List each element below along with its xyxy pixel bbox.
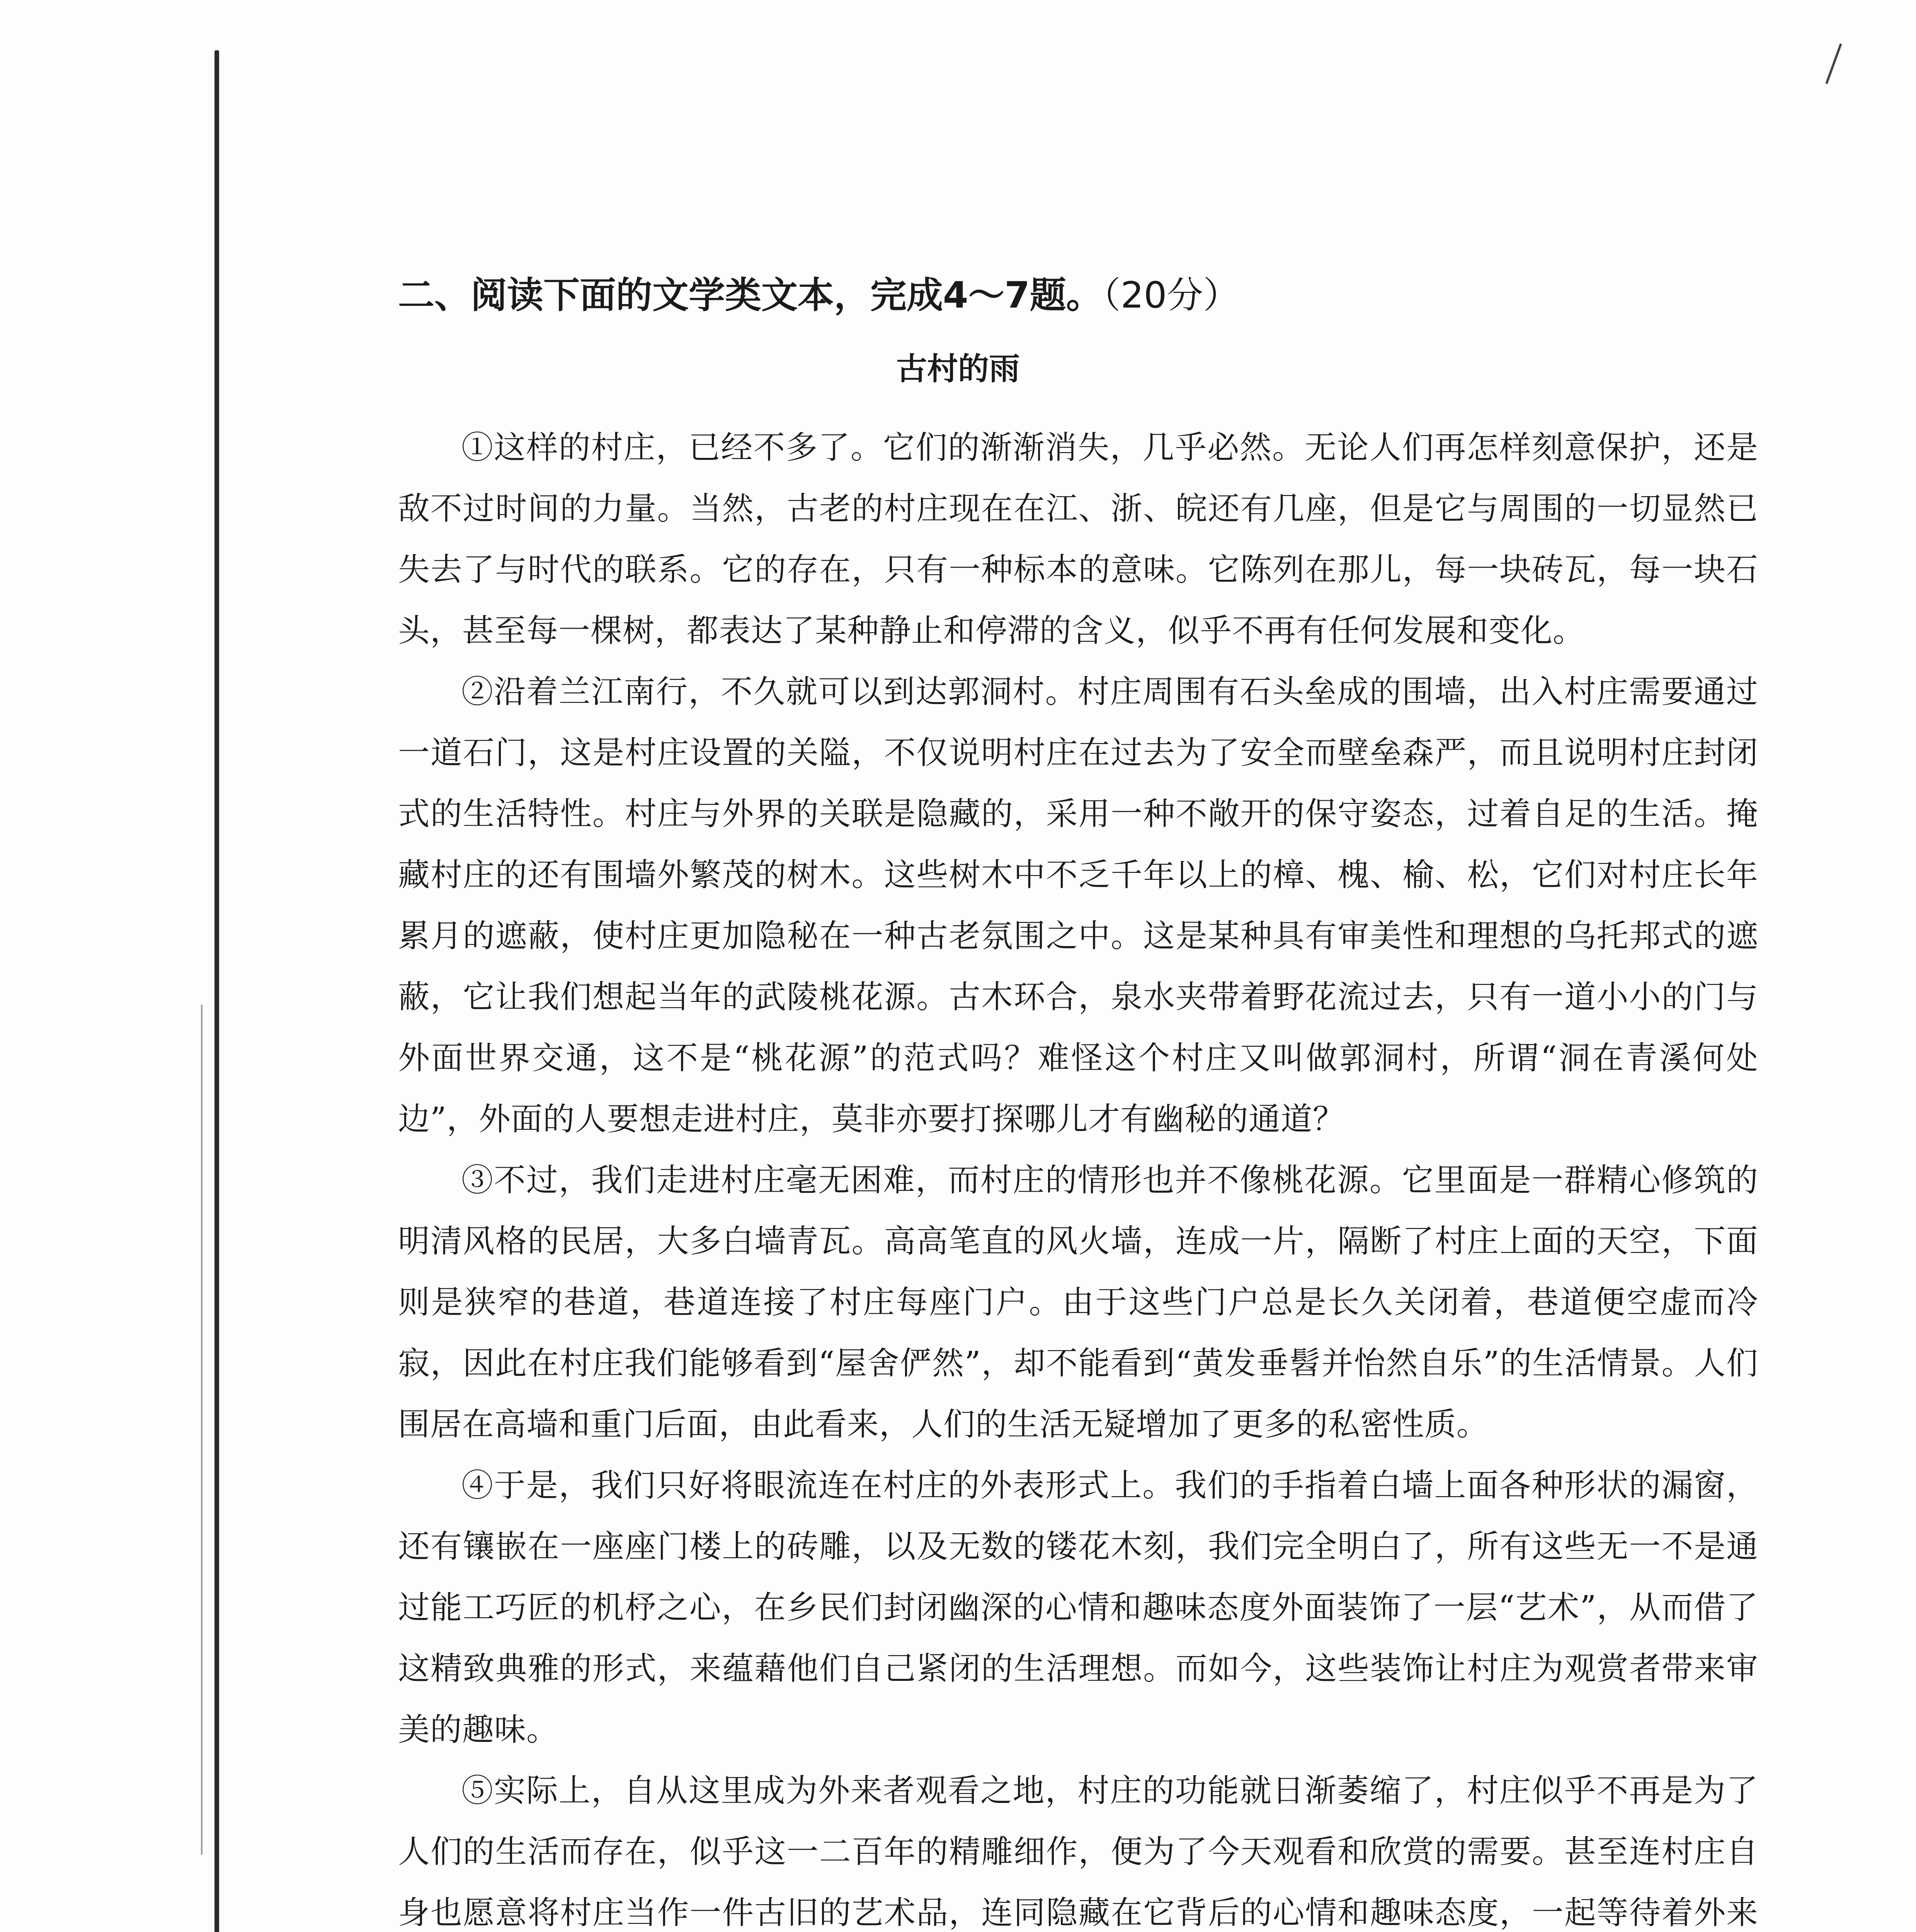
article-title: 古村的雨 [896, 351, 1020, 387]
paragraph-4: ④于是，我们只好将眼流连在村庄的外表形式上。我们的手指着白墙上面各种形状的漏窗，还有镶嵌在一座座门楼上的砖雕，以及无数的镂花木刻，我们完全明白了，所有这些无一不是通过能工巧匠的机杼之心，在乡民们封闭幽深的心情和趣味态度外面装饰了一层“艺术”，从而借了这精致典雅的形式，来蕴藉他们自己紧闭的生活理想。而如今，这些装饰让村庄为观赏者带来审美的趣味。 [398, 1467, 1758, 1748]
paragraph-3: ③不过，我们走进村庄毫无困难，而村庄的情形也并不像桃花源。它里面是一群精心修筑的明清风格的民居，大多白墙青瓦。高高笔直的风火墙，连成一片，隔断了村庄上面的天空，下面则是狭窄的巷道，巷道连接了村庄每座门户。由于这些门户总是长久关闭着，巷道便空虚而冷寂，因此在村庄我们能够看到“屋舍俨然”，却不能看到“黄发垂髫并怡然自乐”的生活情景。人们围居在高墙和重门后面，由此看来，人们的生活无疑增加了更多的私密性质。 [398, 1162, 1758, 1443]
paragraph-5: ⑤实际上，自从这里成为外来者观看之地，村庄的功能就日渐萎缩了，村庄似乎不再是为了人们的生活而存在，似乎这一二百年的精雕细作，便为了今天观看和欣赏的需要。甚至连村庄自身也愿意将村庄当作一件古旧的艺术品，连同隐藏在它背后的心情和趣味态度，一起等待着外来 [398, 1772, 1758, 1931]
question-heading-text: 二、阅读下面的文学类文本，完成4～7题。 [398, 274, 1103, 316]
pen-mark [1825, 43, 1842, 84]
question-score: （20分） [1102, 274, 1240, 316]
question-heading [398, 270, 1789, 321]
binding-margin-line-faint [201, 1005, 202, 1855]
article-body [398, 417, 1758, 1932]
paragraph-2: ②沿着兰江南行，不久就可以到达郭洞村。村庄周围有石头垒成的围墙，出入村庄需要通过一道石门，这是村庄设置的关隘，不仅说明村庄在过去为了安全而壁垒森严，而且说明村庄封闭式的生活特性。村庄与外界的关联是隐藏的，采用一种不敞开的保守姿态，过着自足的生活。掩藏村庄的还有围墙外繁茂的树木。这些树木中不乏千年以上的樟、槐、榆、松，它们对村庄长年累月的遮蔽，使村庄更加隐秘在一种古老氛围之中。这是某种具有审美性和理想的乌托邦式的遮蔽，它让我们想起当年的武陵桃花源。古木环合，泉水夹带着野花流过去，只有一道小小的门与外面世界交通，这不是“桃花源”的范式吗？难怪这个村庄又叫做郭洞村，所谓“洞在青溪何处边”，外面的人要想走进村庄，莫非亦要打探哪儿才有幽秘的通道？ [398, 673, 1758, 1138]
binding-margin-line [214, 50, 219, 1932]
paragraph-1: ①这样的村庄，已经不多了。它们的渐渐消失，几乎必然。无论人们再怎样刻意保护，还是敌不过时间的力量。当然，古老的村庄现在在江、浙、皖还有几座，但是它与周围的一切显然已失去了与时代的联系。它的存在，只有一种标本的意味。它陈列在那儿，每一块砖瓦，每一块石头，甚至每一棵树，都表达了某种静止和停滞的含义，似乎不再有任何发展和变化。 [398, 429, 1758, 649]
